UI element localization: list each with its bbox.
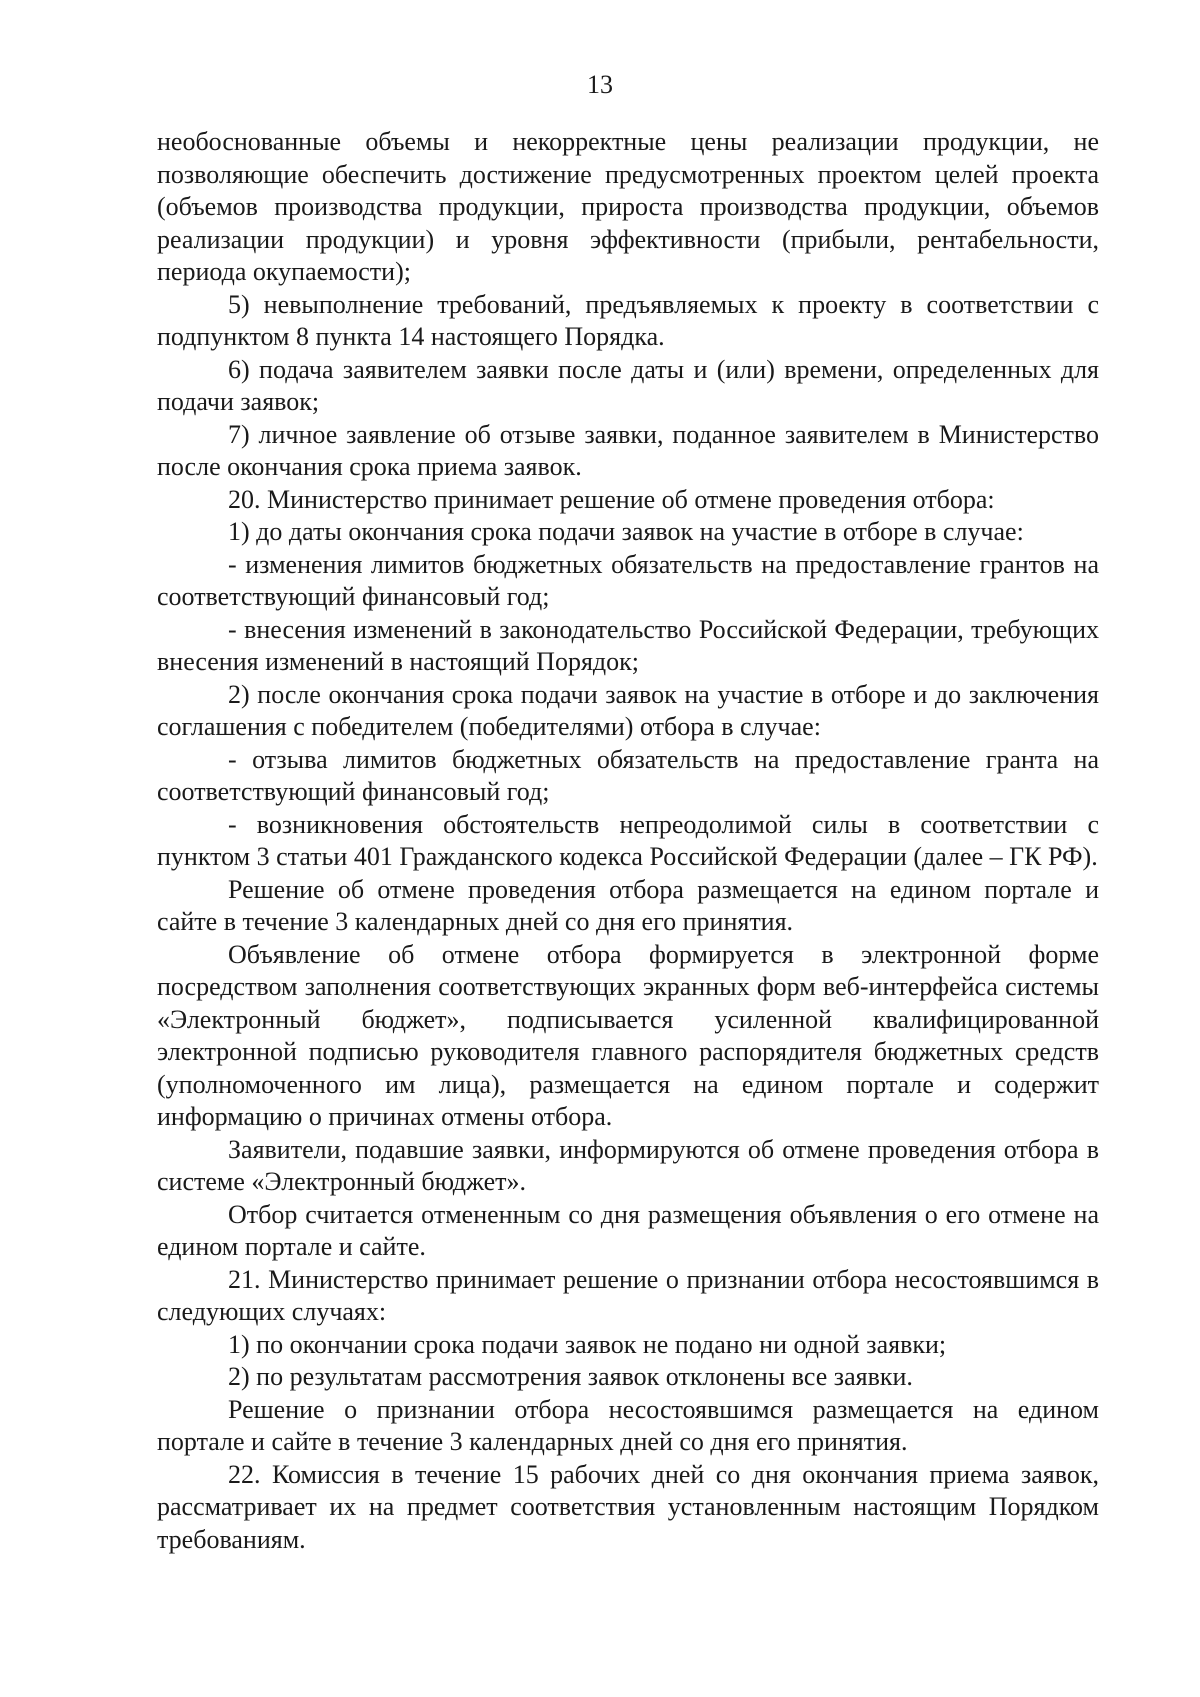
- paragraph-item-6: 6) подача заявителем заявки после даты и (или) времени, определенных для подачи заявок;: [157, 354, 1099, 416]
- clause-22: 22. Комиссия в течение 15 рабочих дней со дня окончания приема заявок, рассматривает их на предмет соответствия установленным настоящим Порядком требованиям.: [157, 1459, 1099, 1554]
- clause-21-heading: 21. Министерство принимает решение о признании отбора несостоявшимся в следующих случаях:: [157, 1264, 1099, 1326]
- paragraph: Решение о признании отбора несостоявшимся размещается на едином портале и сайте в течение 3 календарных дней со дня его принятия.: [157, 1394, 1099, 1456]
- clause-20-bullet: - изменения лимитов бюджетных обязательств на предоставление грантов на соответствующий финансовый год;: [157, 549, 1099, 611]
- paragraph: Отбор считается отмененным со дня размещения объявления о его отмене на едином портале и сайте.: [157, 1199, 1099, 1261]
- clause-20-bullet: - возникновения обстоятельств непреодолимой силы в соответствии с пунктом 3 статьи 401 Гражданского кодекса Российской Федерации (далее – ГК РФ).: [157, 809, 1099, 871]
- clause-20-bullet: - внесения изменений в законодательство Российской Федерации, требующих внесения изменений в настоящий Порядок;: [157, 614, 1099, 676]
- paragraph: Заявители, подавшие заявки, информируются об отмене проведения отбора в системе «Электронный бюджет».: [157, 1134, 1099, 1196]
- clause-21-item-2: 2) по результатам рассмотрения заявок отклонены все заявки.: [228, 1362, 913, 1391]
- paragraph: необоснованные объемы и некорректные цены реализации продукции, не позволяющие обеспечить достижение предусмотренных проектом целей проекта (объемов производства продукции, прироста производства продукции, объемов реализации продукции) и уровня эффективности (прибыли, рентабельности, периода окупаемости);: [157, 127, 1099, 286]
- clause-20-bullet: - отзыва лимитов бюджетных обязательств на предоставление гранта на соответствующий финансовый год;: [157, 744, 1099, 806]
- clause-20-item-2: 2) после окончания срока подачи заявок на участие в отборе и до заключения соглашения с победителем (победителями) отбора в случае:: [157, 679, 1099, 741]
- paragraph-item-5: 5) невыполнение требований, предъявляемых к проекту в соответствии с подпунктом 8 пункта 14 настоящего Порядка.: [157, 289, 1099, 351]
- clause-21-item-1: 1) по окончании срока подачи заявок не подано ни одной заявки;: [228, 1329, 947, 1359]
- clause-20-item-1: 1) до даты окончания срока подачи заявок на участие в отборе в случае:: [228, 517, 1024, 546]
- clause-20-heading: 20. Министерство принимает решение об отмене проведения отбора:: [228, 484, 995, 514]
- paragraph-item-7: 7) личное заявление об отзыве заявки, поданное заявителем в Министерство после окончания срока приема заявок.: [157, 419, 1099, 481]
- paragraph: Решение об отмене проведения отбора размещается на едином портале и сайте в течение 3 календарных дней со дня его принятия.: [157, 874, 1099, 936]
- page-number: 13: [587, 70, 613, 99]
- paragraph: Объявление об отмене отбора формируется в электронной форме посредством заполнения соответствующих экранных форм веб-интерфейса системы «Электронный бюджет», подписывается усиленной квалифицированной электронной подписью руководителя главного распорядителя бюджетных средств (уполномоченного им лица), размещается на едином портале и содержит информацию о причинах отмены отбора.: [157, 939, 1099, 1131]
- document-body: [157, 126, 1099, 1556]
